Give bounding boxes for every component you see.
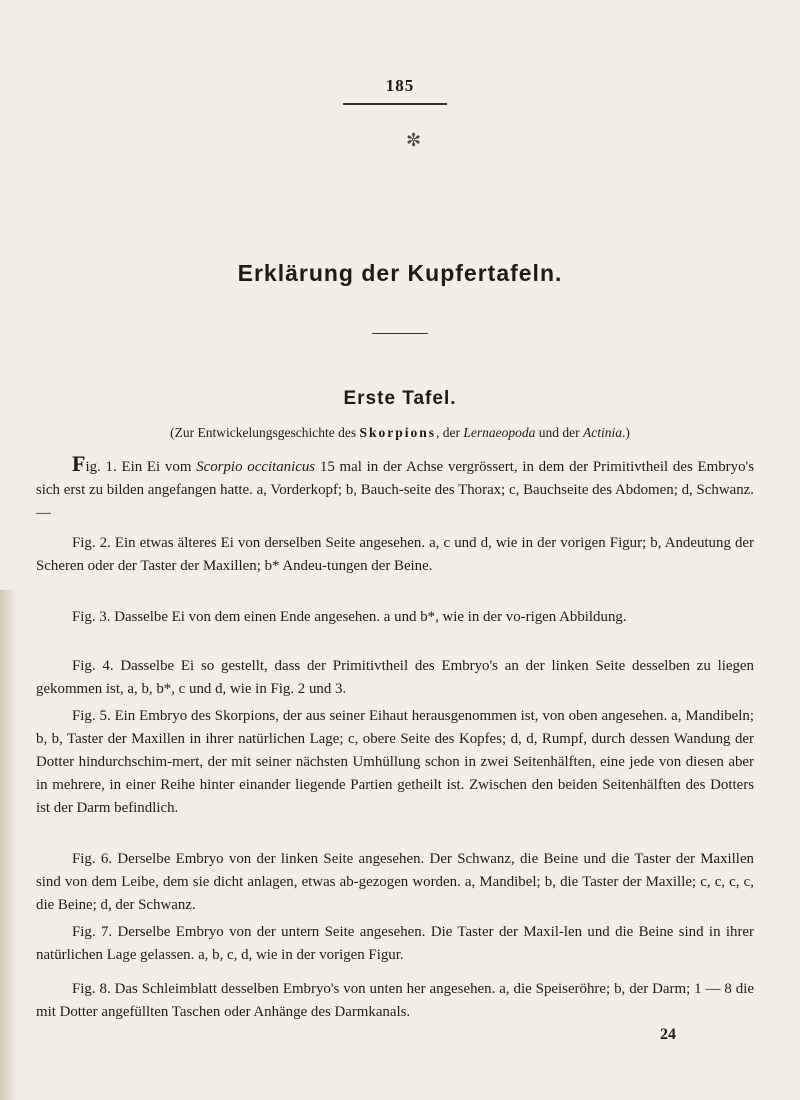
section-title: Erste Tafel. <box>343 388 457 409</box>
figure-caption-8: Fig. 8. Das Schleimblatt desselben Embryo's von unten her angesehen. a, die Speiseröhre; b, der Darm; 1 — 8 die mit Dotter angefüllten Taschen oder Anhänge des Darmkanals. <box>36 981 754 1020</box>
signature-mark: 24 <box>660 1026 676 1043</box>
page-title: Erklärung der Kupfertafeln. <box>237 260 563 286</box>
figure-caption-6: Fig. 6. Derselbe Embryo von der linken Seite angesehen. Der Schwanz, die Beine und die Taster der Maxillen sind von dem Leibe, dem sie dicht anlagen, etwas ab-gezogen worden. a, Mandibel; b, die Taster der Maxille; c, c, c, c, die Beine; d, der Schwanz. <box>36 851 754 913</box>
page-edge-shadow <box>0 590 16 1100</box>
page-number: 185 <box>385 76 415 95</box>
figure-caption-3: Fig. 3. Dasselbe Ei von dem einen Ende angesehen. a und b*, wie in der vo-rigen Abbildung. <box>72 609 627 625</box>
figure-caption-5: Fig. 5. Ein Embryo des Skorpions, der aus seiner Eihaut herausgenommen ist, von oben angesehen. a, Mandibeln; b, b, Taster der Maxillen in ihrer natürlichen Lage; c, obere Seite des Kopfes; d, d, Rumpf, durch dessen Wandung der Dotter hindurchschim-mert, der mit seiner nächsten Umhüllung schon in zwei Seitenhälften, eine jede von diesen aber in mehrere, in einer Reihe hinter einander liegende Partien getheilt ist. Zwischen den beiden Seitenhälften des Dotters ist der Darm befindlich. <box>36 708 754 816</box>
section-note: (Zur Entwickelungsgeschichte des Skorpions, der Lernaeopoda und der Actinia.) <box>170 425 630 440</box>
header-rule <box>343 103 447 105</box>
title-rule <box>372 333 428 334</box>
ornament-mark: ✼ <box>406 130 422 150</box>
figure-caption-2: Fig. 2. Ein etwas älteres Ei von derselben Seite angesehen. a, c und d, wie in der vorigen Figur; b, Andeutung der Scheren oder der Taster der Maxillen; b* Andeu-tungen der Beine. <box>36 535 754 574</box>
figure-caption-1: Fig. 1. Ein Ei vom Scorpio occitanicus 15 mal in der Achse vergrössert, in dem der Primitivtheil des Embryo's sich erst zu bilden angefangen hatte. a, Vorderkopf; b, Bauch-seite des Thorax; c, Bauchseite des Abdomen; d, Schwanz. — <box>36 451 754 521</box>
figure-caption-7: Fig. 7. Derselbe Embryo von der untern Seite angesehen. Die Taster der Maxil-len und die Beine sind in ihrer natürlichen Lage gelassen. a, b, c, d, wie in der vorigen Figur. <box>36 924 754 963</box>
figure-caption-4: Fig. 4. Dasselbe Ei so gestellt, dass der Primitivtheil des Embryo's an der linken Seite desselben zu liegen gekommen ist, a, b, b*, c und d, wie in Fig. 2 und 3. <box>36 658 754 697</box>
